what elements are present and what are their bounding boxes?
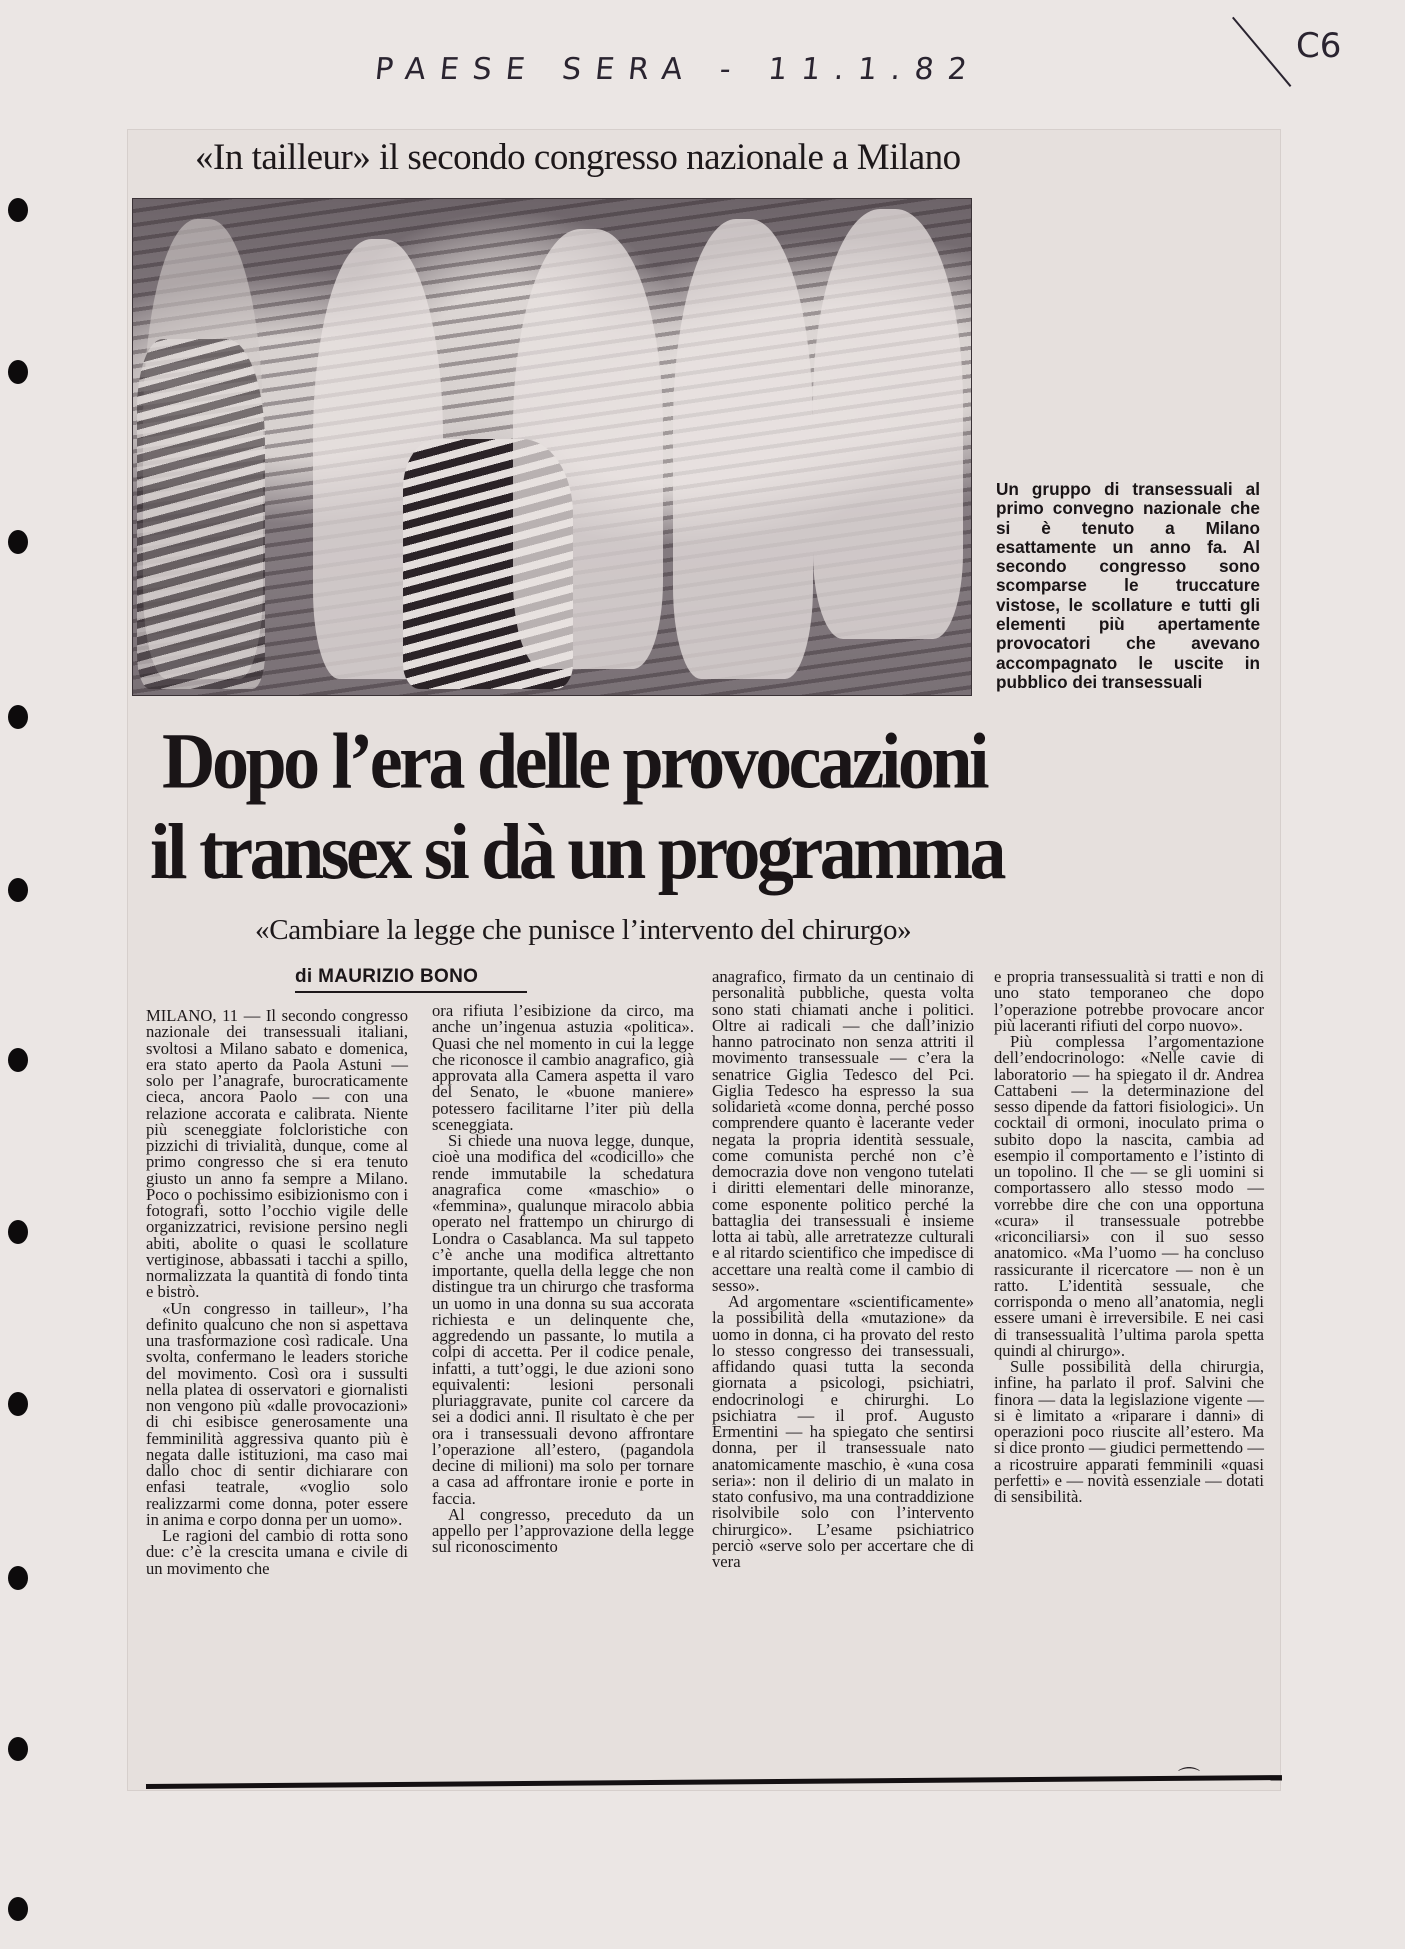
- article-photo: [132, 198, 972, 696]
- binder-hole: [8, 198, 28, 222]
- photo-figures: [133, 199, 971, 695]
- paragraph: Si chiede una nuova legge, dunque, cioè una modifica del «codicillo» che rende immutabile la schedatura anagrafica come «maschio» o «femmina», qualunque miracolo abbia operato nel frattempo un chirurgo di Londra o Casablanca. Ma sul tappeto c’è anche una modifica altrettanto importante, quella della legge che non distingue tra un chirurgo che trasforma un uomo in una donna su sua accorata richiesta e un delinquente che, aggredendo un passante, lo mutila a colpi di accetta. Per il codice penale, infatti, a tutt’oggi, le due azioni sono equivalenti: lesioni personali pluriaggravate, punite col carcere da sei a dodici anni. Il risultato è che per ora i transessuali devono affrontare l’operazione all’estero, (pagandola decine di milioni) ma solo per tornare a casa ad affrontare ironie e porte in faccia.: [432, 1131, 694, 1508]
- handwritten-corner-mark: C6: [1296, 26, 1342, 66]
- handwritten-slash-mark: [1232, 17, 1291, 87]
- binder-hole: [8, 878, 28, 902]
- photo-caption: Un gruppo di transessuali al primo convegno nazionale che si è tenuto a Milano esattamente un anno fa. Al secondo congresso sono scomparse le truccature vistose, le scollature e tutti gli elementi più apertamente provocatori che avevano accompagnato le uscite in pubblico dei transessuali: [996, 479, 1260, 692]
- headline-line-2: il transex si dà un programma: [150, 807, 1004, 897]
- binder-hole: [8, 1048, 28, 1072]
- article-column-1: [146, 1008, 408, 1577]
- article-subheadline: «Cambiare la legge che punisce l’intervento del chirurgo»: [255, 914, 912, 946]
- handwritten-source-note: PAESE SERA - 11.1.82: [373, 52, 983, 87]
- article-kicker: «In tailleur» il secondo congresso nazionale a Milano: [195, 137, 961, 178]
- handwritten-squiggle-mark: ⌒: [1178, 1766, 1201, 1791]
- binder-hole: [8, 360, 28, 384]
- article-headline: [150, 716, 1280, 897]
- paragraph: Ad argomentare «scientificamente» la possibilità della «mutazione» da uomo in donna, ci ha provato del resto lo stesso congresso dei transessuali, affidando quasi tutta la seconda giornata a psicologi, psichiatri, endocrinologi e chirurghi. Lo psichiatra — il prof. Augusto Ermentini — ha spiegato che sentirsi donna, per il transessuale nato anatomicamente maschio, è «una cosa seria»: non il delirio di un malato in stato confusivo, ma una contraddizione risolvibile solo con l’intervento chirurgico». L’esame psichiatrico perciò «serve solo per accertare che di vera: [712, 1292, 974, 1571]
- binder-hole: [8, 705, 28, 729]
- binder-hole: [8, 1566, 28, 1590]
- paragraph: Sulle possibilità della chirurgia, infine, ha parlato il prof. Salvini che finora — data la legislazione vigente — si è limitato a «riparare i danni» di operazioni poco riuscite all’estero. Ma si dice pronto — giudici permettendo — a ricostruire apparati femminili «quasi perfetti» e — novità essenziale — dotati di sensibilità.: [994, 1357, 1264, 1506]
- article-column-3: [712, 969, 974, 1570]
- paragraph: e propria transessualità si tratti e non di uno stato temporaneo che dopo l’operazione potrebbe provocare ancor più laceranti rifiuti del corpo nuovo».: [994, 967, 1264, 1035]
- paragraph: Al congresso, preceduto da un appello per l’approvazione della legge sul riconoscimento: [432, 1504, 694, 1557]
- paragraph: ora rifiuta l’esibizione da circo, ma anche un’ingenua astuzia «politica». Quasi che nel momento in cui la legge che riconosce il cambio anagrafico, già approvata alla Camera aspetta il varo del Senato, le «buone maniere» potessero facilitarne l’iter più della sceneggiata.: [432, 1001, 694, 1134]
- article-byline: di MAURIZIO BONO: [295, 966, 527, 993]
- photo-figure: [513, 229, 663, 669]
- paragraph: «Un congresso in tailleur», l’ha definito qualcuno che non si aspettava una trasformazione così radicale. Una svolta, confermano le leaders storiche del movimento. Così ora i sussulti nella platea di osservatori e giornalisti non vengono più «dalle provocazioni» di chi esibisce generosamente una femminilità aggressiva quanto più è negata dalle istituzioni, ma caso mai dallo choc di sentir dichiarare con enfasi teatrale, «voglio solo realizzarmi come donna, poter essere in anima e corpo donna per un uomo».: [146, 1298, 408, 1529]
- binder-hole: [8, 530, 28, 554]
- headline-line-1: Dopo l’era delle provocazioni: [162, 717, 987, 806]
- binder-hole: [8, 1220, 28, 1244]
- article-column-4: [994, 969, 1264, 1505]
- photo-figure: [813, 209, 963, 639]
- photo-figure: [673, 219, 813, 679]
- paragraph: Le ragioni del cambio di rotta sono due: c’è la crescita umana e civile di un movimento che: [146, 1526, 408, 1578]
- article-column-2: [432, 1003, 694, 1556]
- paragraph: Più complessa l’argomentazione dell’endocrinologo: «Nelle cavie di laboratorio — ha spiegato il dr. Andrea Cattabeni — la determinazione del sesso dipende da fattori fisiologici». Un cocktail di ormoni, inoculato prima o subito dopo la nascita, cambia ad esempio il comportamento e l’istinto di un topolino. Il che — se gli uomini si comportassero allo stesso modo — vorrebbe dire che con una opportuna «cura» il transessuale potrebbe «riconciliarsi» con il suo sesso anatomico. «Ma l’uomo — ha concluso rassicurante il ricercatore — non è un ratto. L’identità sessuale, che corrisponda o meno all’anatomia, negli essere umani è irreversibile. E nei casi di transessualità l’ultima parola spetta quindi al chirurgo».: [994, 1032, 1264, 1360]
- binder-hole: [8, 1897, 28, 1921]
- binder-hole: [8, 1737, 28, 1761]
- paragraph: MILANO, 11 — Il secondo congresso nazionale dei transessuali italiani, svoltosi a Milano sabato e domenica, era stato aperto da Paola Astuni — solo per l’anagrafe, burocraticamente cieca, ancora Paolo — con una relazione accorata e calibrata. Niente più sceneggiate folcloristiche con pizzichi di trivialità, dunque, come al primo congresso che si era tenuto giusto un anno fa sempre a Milano. Poco o pochissimo esibizionismo con i fotografi, sotto l’occhio vigile delle organizzatrici, revisione persino negli abiti, abolite o quasi le scollature vertiginose, abbassati i tacchi a spillo, normalizzata la quantità di fondo tinta e bistrò.: [146, 1006, 408, 1302]
- binder-hole: [8, 1392, 28, 1416]
- paragraph: anagrafico, firmato da un centinaio di personalità pubbliche, questa volta sono stati chiamati anche i politici. Oltre ai radicali — che dall’inizio hanno patrocinato non senza attriti il movimento transessuale — c’era la senatrice Giglia Tedesco del Pci. Giglia Tedesco ha espresso la sua solidarietà «come donna, perché posso comprendere quanto è lacerante veder negata la propria identità sessuale, come comunista perché non c’è democrazia dove non vengono tutelati i diritti elementari delle minoranze, come esponente politico perché la battaglia dei transessuali è insieme lotta ai tabù, alle arretratezze culturali e al ritardo scientifico che impedisce di accettare una realtà come il cambio di sesso».: [712, 967, 974, 1295]
- photo-striped-garment: [137, 339, 265, 689]
